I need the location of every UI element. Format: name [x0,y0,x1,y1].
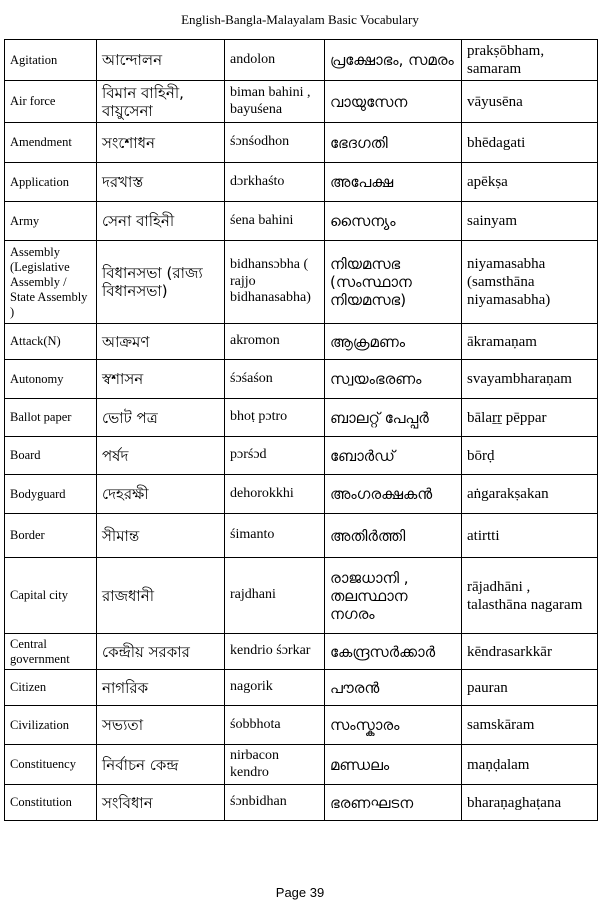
malayalam-transliteration: bōrḍ [462,437,598,475]
english-term: Attack(N) [5,324,97,360]
malayalam-transliteration: prakṣōbham, samaram [462,40,598,81]
malayalam-term: പ്രക്ഷോഭം, സമരം [325,40,462,81]
malayalam-term: സംസ്കാരം [325,706,462,745]
malayalam-term: പൗരൻ [325,670,462,706]
english-term: Bodyguard [5,475,97,514]
malayalam-term: അംഗരക്ഷകൻ [325,475,462,514]
table-row [5,241,598,324]
malayalam-term: ബോർഡ് [325,437,462,475]
table-row [5,202,598,241]
table-row [5,324,598,360]
bangla-transliteration: andolon [225,40,325,81]
english-term: Autonomy [5,360,97,399]
bangla-term: সেনা বাহিনী [97,202,225,241]
malayalam-transliteration: bhēdagati [462,123,598,163]
bangla-transliteration: śɔśaśon [225,360,325,399]
bangla-transliteration: śena bahini [225,202,325,241]
malayalam-transliteration: ākramaṇam [462,324,598,360]
malayalam-transliteration: apēkṣa [462,163,598,202]
malayalam-transliteration: vāyusēna [462,81,598,123]
malayalam-transliteration: bharaṇaghaṭana [462,785,598,821]
english-term: Constituency [5,745,97,785]
bangla-transliteration: akromon [225,324,325,360]
page-number: Page 39 [275,885,325,900]
english-term: Ballot paper [5,399,97,437]
table-row [5,558,598,634]
page-header: English-Bangla-Malayalam Basic Vocabulary [181,12,419,27]
table-row [5,437,598,475]
bangla-transliteration: nagorik [225,670,325,706]
bangla-transliteration: bidhansɔbha ( rajjo bidhanasabha) [225,241,325,324]
bangla-term: নির্বাচন কেন্দ্র [97,745,225,785]
malayalam-transliteration: kēndrasarkkār [462,634,598,670]
table-row [5,360,598,399]
malayalam-transliteration: maṇḍalam [462,745,598,785]
table-row [5,670,598,706]
bangla-transliteration: biman bahini , bayuśena [225,81,325,123]
bangla-transliteration: nirbacon kendro [225,745,325,785]
malayalam-term: സ്വയംഭരണം [325,360,462,399]
bangla-term: স্বশাসন [97,360,225,399]
table-row [5,745,598,785]
malayalam-transliteration: bālaṟṟ pēppar [462,399,598,437]
malayalam-term: ആക്രമണം [325,324,462,360]
malayalam-term: അതിർത്തി [325,514,462,558]
malayalam-transliteration: atirtti [462,514,598,558]
bangla-term: রাজধানী [97,558,225,634]
vocabulary-table [4,39,598,821]
bangla-transliteration: rajdhani [225,558,325,634]
bangla-transliteration: śɔnśodhon [225,123,325,163]
malayalam-term: ബാലറ്റ് പേപ്പർ [325,399,462,437]
english-term: Capital city [5,558,97,634]
bangla-term: দেহরক্ষী [97,475,225,514]
malayalam-term: വായുസേന [325,81,462,123]
bangla-term: বিধানসভা (রাজ্য বিধানসভা) [97,241,225,324]
bangla-term: কেন্দ্রীয় সরকার [97,634,225,670]
english-term: Central government [5,634,97,670]
malayalam-term: നിയമസഭ (സംസ്ഥാന നിയമസഭ) [325,241,462,324]
bangla-transliteration: śimanto [225,514,325,558]
english-term: Constitution [5,785,97,821]
english-term: Air force [5,81,97,123]
bangla-term: দরখাস্ত [97,163,225,202]
bangla-transliteration: bhoṭ pɔtro [225,399,325,437]
english-term: Army [5,202,97,241]
english-term: Border [5,514,97,558]
bangla-term: আন্দোলন [97,40,225,81]
bangla-transliteration: dehorokkhi [225,475,325,514]
bangla-transliteration: dɔrkhaśto [225,163,325,202]
malayalam-term: അപേക്ഷ [325,163,462,202]
english-term: Civilization [5,706,97,745]
bangla-transliteration: śobbhota [225,706,325,745]
malayalam-term: മണ്ഡലം [325,745,462,785]
malayalam-transliteration: samskāram [462,706,598,745]
table-row [5,514,598,558]
bangla-term: সভ্যতা [97,706,225,745]
malayalam-transliteration: sainyam [462,202,598,241]
malayalam-term: രാജധാനി , തലസ്ഥാന നഗരം [325,558,462,634]
malayalam-term: കേന്ദ്രസർക്കാർ [325,634,462,670]
bangla-transliteration: pɔrśɔd [225,437,325,475]
english-term: Board [5,437,97,475]
malayalam-transliteration: svayambharaṇam [462,360,598,399]
bangla-term: সংবিধান [97,785,225,821]
table-row [5,634,598,670]
malayalam-transliteration: niyamasabha (samsthāna niyamasabha) [462,241,598,324]
english-term: Agitation [5,40,97,81]
table-row [5,785,598,821]
table-row [5,163,598,202]
bangla-term: সীমান্ত [97,514,225,558]
bangla-term: নাগরিক [97,670,225,706]
english-term: Assembly (Legislative Assembly / State Assembly ) [5,241,97,324]
table-row [5,81,598,123]
table-row [5,475,598,514]
bangla-transliteration: kendrio śɔrkar [225,634,325,670]
bangla-term: সংশোধন [97,123,225,163]
malayalam-term: സൈന്യം [325,202,462,241]
bangla-term: ভোট পত্র [97,399,225,437]
malayalam-term: ഭേദഗതി [325,123,462,163]
bangla-term: আক্রমণ [97,324,225,360]
english-term: Citizen [5,670,97,706]
malayalam-transliteration: rājadhāni , talasthāna nagaram [462,558,598,634]
bangla-term: বিমান বাহিনী, বায়ুসেনা [97,81,225,123]
malayalam-term: ഭരണഘടന [325,785,462,821]
bangla-transliteration: śɔnbidhan [225,785,325,821]
table-row [5,123,598,163]
table-row [5,399,598,437]
english-term: Amendment [5,123,97,163]
malayalam-transliteration: aṅgarakṣakan [462,475,598,514]
malayalam-transliteration: pauran [462,670,598,706]
table-row [5,40,598,81]
bangla-term: পর্ষদ [97,437,225,475]
table-row [5,706,598,745]
english-term: Application [5,163,97,202]
